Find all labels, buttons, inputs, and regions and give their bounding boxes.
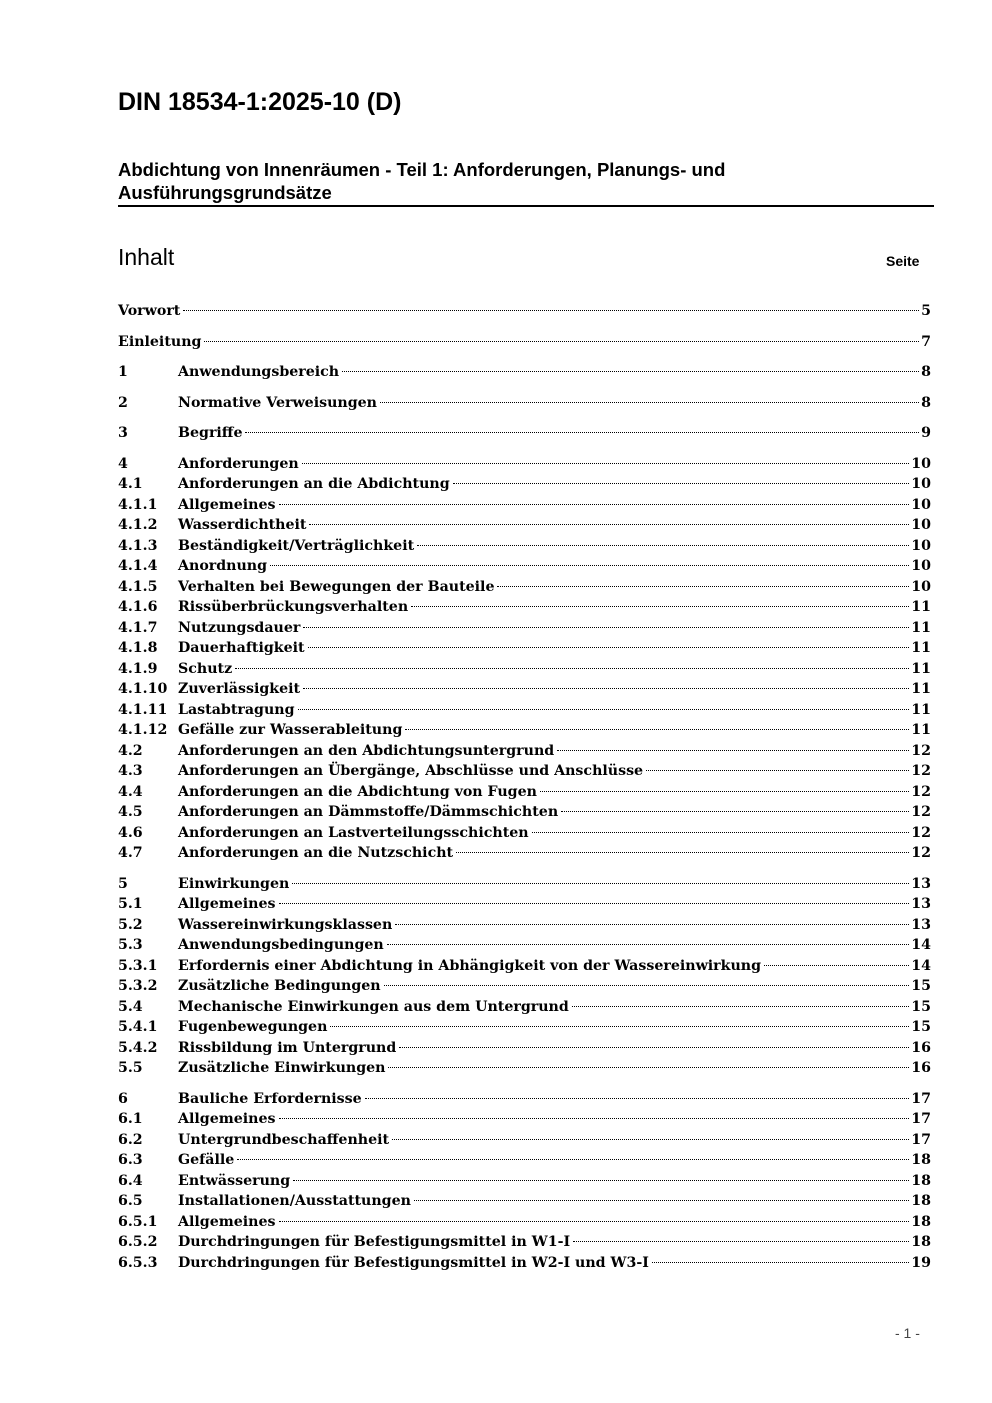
toc-entry-number: 6.4 <box>118 1172 143 1189</box>
toc-entry-number: 4.1.8 <box>118 640 158 656</box>
toc-entry-title: Wasserdichtheit <box>178 517 307 533</box>
toc-entry-page: 11 <box>911 660 931 677</box>
toc-entry-page: 11 <box>911 619 931 636</box>
toc-dot-leader <box>392 1139 909 1140</box>
toc-dot-leader <box>245 432 919 433</box>
toc-entry-number: 5.2 <box>118 916 143 933</box>
toc-entry-number: 5.1 <box>118 896 143 912</box>
toc-entry[interactable] <box>118 874 931 895</box>
toc-entry-number: 4.1.12 <box>118 722 168 738</box>
toc-entry-number: 3 <box>118 425 128 441</box>
toc-entry[interactable] <box>118 362 931 383</box>
toc-entry-page: 10 <box>911 517 931 533</box>
toc-entry-page: 15 <box>911 1019 931 1035</box>
toc-dot-leader <box>414 1200 909 1201</box>
toc-entry-title: Untergrundbeschaffenheit <box>178 1131 390 1148</box>
toc-entry-page: 11 <box>911 722 931 738</box>
toc-entry[interactable] <box>118 495 931 516</box>
toc-entry-page: 10 <box>911 496 931 513</box>
toc-entry-title: Allgemeines <box>178 496 276 513</box>
toc-dot-leader <box>399 1047 909 1048</box>
toc-entry-title: Anforderungen an den Abdichtungsuntergrund <box>178 742 555 759</box>
toc-entry-page: 14 <box>911 937 931 953</box>
toc-dot-leader <box>298 709 910 710</box>
toc-entry-page: 19 <box>911 1254 931 1271</box>
toc-entry-number: 6 <box>118 1090 128 1107</box>
toc-entry-page: 18 <box>911 1172 931 1189</box>
toc-entry-page: 15 <box>911 998 931 1015</box>
toc-entry-page: 13 <box>911 916 931 933</box>
toc-entry-page: 7 <box>921 333 931 350</box>
toc-entry-title: Erfordernis einer Abdichtung in Abhängigkeit von der Wassereinwirkung <box>178 957 762 974</box>
toc-entry-page: 17 <box>911 1111 931 1127</box>
toc-entry[interactable] <box>118 1130 931 1151</box>
toc-entry-page: 10 <box>911 476 931 492</box>
toc-entry-page: 9 <box>921 425 931 441</box>
toc-entry-title: Zusätzliche Einwirkungen <box>178 1060 386 1076</box>
toc-entry-title: Fugenbewegungen <box>178 1019 328 1035</box>
toc-entry-number: 4.5 <box>118 804 143 820</box>
toc-entry[interactable] <box>118 638 931 659</box>
toc-entry[interactable] <box>118 761 931 782</box>
toc-entry[interactable] <box>118 423 931 444</box>
toc-entry-number: 6.5 <box>118 1193 143 1209</box>
toc-entry-page: 11 <box>911 681 931 697</box>
toc-entry-number: 5.3.1 <box>118 957 158 974</box>
toc-entry-page: 12 <box>911 783 931 800</box>
toc-dot-leader <box>497 586 909 587</box>
toc-entry-number: 6.2 <box>118 1131 143 1148</box>
toc-entry-title: Anforderungen <box>178 455 299 472</box>
toc-entry-page: 16 <box>911 1039 931 1056</box>
toc-entry-page: 18 <box>911 1213 931 1230</box>
toc-entry-title: Schutz <box>178 660 233 677</box>
toc-entry-title: Anwendungsbereich <box>178 364 340 380</box>
toc-entry-page: 14 <box>911 957 931 974</box>
toc-entry-number: 6.1 <box>118 1111 143 1127</box>
toc-heading: Inhalt <box>118 244 175 270</box>
toc-entry-title: Wassereinwirkungsklassen <box>178 916 393 933</box>
toc-entry[interactable] <box>118 782 931 803</box>
toc-entry-number: 4.2 <box>118 742 143 759</box>
toc-entry-title: Dauerhaftigkeit <box>178 640 305 656</box>
toc-entry[interactable] <box>118 1212 931 1233</box>
toc-entry-page: 10 <box>911 578 931 595</box>
toc-entry[interactable] <box>118 618 931 639</box>
toc-entry-title: Allgemeines <box>178 896 276 912</box>
toc-entry-title: Einleitung <box>118 333 202 350</box>
toc-dot-leader <box>411 606 909 607</box>
toc-entry-page: 18 <box>911 1234 931 1250</box>
toc-dot-leader <box>573 1241 909 1242</box>
toc-entry-title: Gefälle zur Wasserableitung <box>178 722 403 738</box>
toc-entry-number: 4.1.11 <box>118 701 168 718</box>
toc-entry-title: Durchdringungen für Befestigungsmittel in W2-I und W3-I <box>178 1254 649 1271</box>
toc-entry-title: Normative Verweisungen <box>178 394 377 411</box>
toc-dot-leader <box>557 750 909 751</box>
toc-entry[interactable] <box>118 976 931 997</box>
toc-dot-leader <box>279 504 910 505</box>
toc-entry-number: 4.1.9 <box>118 660 158 677</box>
toc-entry[interactable] <box>118 802 931 823</box>
toc-entry[interactable] <box>118 454 931 475</box>
toc-entry-title: Anforderungen an die Nutzschicht <box>178 845 454 861</box>
toc-entry-title: Rissüberbrückungsverhalten <box>178 599 409 615</box>
toc-entry-number: 4.1.4 <box>118 558 158 574</box>
toc-entry-title: Entwässerung <box>178 1172 291 1189</box>
toc-entry[interactable] <box>118 577 931 598</box>
toc-entry[interactable] <box>118 700 931 721</box>
toc-entry-number: 5.4.1 <box>118 1019 158 1035</box>
toc-entry[interactable] <box>118 1171 931 1192</box>
toc-dot-leader <box>387 944 910 945</box>
toc-dot-leader <box>561 811 909 812</box>
toc-entry-page: 10 <box>911 537 931 554</box>
toc-entry-number: 4.1.7 <box>118 619 158 636</box>
toc-entry-number: 4.1.1 <box>118 496 158 513</box>
toc-dot-leader <box>532 832 910 833</box>
toc-entry-page: 11 <box>911 599 931 615</box>
toc-dot-leader <box>417 545 909 546</box>
toc-entry-title: Anforderungen an Dämmstoffe/Dämmschichten <box>178 804 559 820</box>
toc-entry-page: 13 <box>911 875 931 892</box>
toc-entry-title: Rissbildung im Untergrund <box>178 1039 397 1056</box>
title-divider <box>118 205 934 207</box>
toc-entry-title: Gefälle <box>178 1152 235 1168</box>
toc-entry-title: Durchdringungen für Befestigungsmittel in W1-I <box>178 1234 571 1250</box>
toc-entry[interactable] <box>118 1017 931 1038</box>
toc-entry-title: Anordnung <box>178 558 268 574</box>
toc-entry[interactable] <box>118 515 931 536</box>
table-of-contents <box>118 301 931 1273</box>
toc-entry-number: 5.4 <box>118 998 143 1015</box>
toc-entry[interactable] <box>118 1089 931 1110</box>
toc-entry-number: 4.4 <box>118 783 143 800</box>
toc-dot-leader <box>384 985 910 986</box>
toc-entry-page: 15 <box>911 978 931 994</box>
toc-entry-page: 12 <box>911 824 931 841</box>
toc-entry-page: 17 <box>911 1090 931 1107</box>
toc-entry-title: Zuverlässigkeit <box>178 681 301 697</box>
toc-entry-number: 5 <box>118 875 128 892</box>
toc-entry-title: Allgemeines <box>178 1213 276 1230</box>
toc-entry-number: 6.5.3 <box>118 1254 158 1271</box>
toc-entry-number: 1 <box>118 364 128 380</box>
toc-dot-leader <box>330 1026 909 1027</box>
toc-entry[interactable] <box>118 956 931 977</box>
toc-entry-page: 18 <box>911 1193 931 1209</box>
toc-dot-leader <box>453 483 910 484</box>
toc-dot-leader <box>293 1180 909 1181</box>
toc-entry-number: 6.5.2 <box>118 1234 158 1250</box>
toc-dot-leader <box>270 565 909 566</box>
page-number: - 1 - <box>895 1325 920 1341</box>
toc-entry[interactable] <box>118 915 931 936</box>
toc-entry[interactable] <box>118 679 931 700</box>
document-id: DIN 18534-1:2025-10 (D) <box>118 88 402 116</box>
toc-entry-page: 12 <box>911 804 931 820</box>
toc-entry-page: 18 <box>911 1152 931 1168</box>
toc-dot-leader <box>204 341 919 342</box>
toc-dot-leader <box>183 310 919 311</box>
toc-dot-leader <box>456 852 909 853</box>
toc-entry-number: 4.6 <box>118 824 143 841</box>
toc-entry-title: Beständigkeit/Verträglichkeit <box>178 537 415 554</box>
toc-entry-number: 5.3 <box>118 937 143 953</box>
toc-entry[interactable] <box>118 1109 931 1130</box>
toc-entry[interactable] <box>118 393 931 414</box>
toc-entry-title: Anforderungen an Lastverteilungsschichten <box>178 824 529 841</box>
toc-entry[interactable] <box>118 556 931 577</box>
toc-entry-title: Lastabtragung <box>178 701 295 718</box>
toc-entry[interactable] <box>118 597 931 618</box>
toc-entry[interactable] <box>118 659 931 680</box>
toc-entry[interactable] <box>118 1232 931 1253</box>
toc-entry-number: 5.5 <box>118 1060 143 1076</box>
toc-entry-page: 17 <box>911 1131 931 1148</box>
toc-entry-page: 5 <box>921 303 931 319</box>
toc-entry[interactable] <box>118 1058 931 1079</box>
toc-entry-page: 10 <box>911 455 931 472</box>
toc-entry[interactable] <box>118 536 931 557</box>
toc-dot-leader <box>405 729 909 730</box>
toc-entry-number: 6.3 <box>118 1152 143 1168</box>
toc-entry[interactable] <box>118 1038 931 1059</box>
toc-dot-leader <box>303 627 909 628</box>
toc-entry-number: 4.1.10 <box>118 681 168 697</box>
toc-dot-leader <box>652 1262 909 1263</box>
toc-entry-number: 4.1.2 <box>118 517 158 533</box>
toc-entry-title: Anforderungen an die Abdichtung von Fugen <box>178 783 537 800</box>
document-subtitle: Abdichtung von Innenräumen - Teil 1: Anforderungen, Planungs- und Ausführungsgrundsätze <box>118 159 726 203</box>
toc-entry-title: Vorwort <box>118 303 181 319</box>
toc-entry-page: 16 <box>911 1060 931 1076</box>
toc-entry-number: 4.7 <box>118 845 143 861</box>
toc-dot-leader <box>308 647 910 648</box>
toc-entry-page: 10 <box>911 558 931 574</box>
toc-dot-leader <box>764 965 909 966</box>
toc-dot-leader <box>646 770 909 771</box>
toc-entry-number: 4.1.6 <box>118 599 158 615</box>
toc-entry-page: 12 <box>911 742 931 759</box>
toc-entry[interactable] <box>118 997 931 1018</box>
toc-entry[interactable] <box>118 823 931 844</box>
toc-entry-page: 8 <box>921 364 931 380</box>
toc-dot-leader <box>279 903 910 904</box>
toc-entry-number: 5.4.2 <box>118 1039 158 1056</box>
toc-entry[interactable] <box>118 474 931 495</box>
toc-entry[interactable] <box>118 301 931 322</box>
toc-entry-title: Bauliche Erfordernisse <box>178 1090 362 1107</box>
toc-entry-number: 4.1.3 <box>118 537 158 554</box>
toc-entry-number: 4.3 <box>118 763 143 779</box>
toc-entry-number: 4.1 <box>118 476 143 492</box>
toc-entry-page: 12 <box>911 763 931 779</box>
toc-dot-leader <box>303 688 909 689</box>
toc-dot-leader <box>342 371 919 372</box>
toc-dot-leader <box>292 883 909 884</box>
toc-entry-page: 12 <box>911 845 931 861</box>
toc-entry[interactable] <box>118 1150 931 1171</box>
toc-dot-leader <box>235 668 909 669</box>
toc-entry-page: 13 <box>911 896 931 912</box>
toc-entry-title: Verhalten bei Bewegungen der Bauteile <box>178 578 495 595</box>
toc-entry-number: 6.5.1 <box>118 1213 158 1230</box>
toc-entry[interactable] <box>118 843 931 864</box>
toc-entry[interactable] <box>118 894 931 915</box>
toc-dot-leader <box>572 1006 909 1007</box>
toc-dot-leader <box>309 524 909 525</box>
toc-dot-leader <box>279 1118 910 1119</box>
toc-entry-title: Anwendungsbedingungen <box>178 937 384 953</box>
toc-entry-title: Anforderungen an Übergänge, Abschlüsse und Anschlüsse <box>178 763 644 779</box>
toc-entry-page: 8 <box>921 394 931 411</box>
toc-entry[interactable] <box>118 1191 931 1212</box>
toc-dot-leader <box>395 924 909 925</box>
toc-entry-number: 2 <box>118 394 128 411</box>
toc-entry-title: Anforderungen an die Abdichtung <box>178 476 450 492</box>
toc-dot-leader <box>237 1159 909 1160</box>
toc-entry[interactable] <box>118 1253 931 1274</box>
toc-entry[interactable] <box>118 332 931 353</box>
toc-dot-leader <box>302 463 910 464</box>
toc-dot-leader <box>365 1098 910 1099</box>
toc-entry-page: 11 <box>911 701 931 718</box>
toc-entry[interactable] <box>118 935 931 956</box>
toc-entry-number: 5.3.2 <box>118 978 158 994</box>
toc-entry-title: Mechanische Einwirkungen aus dem Untergrund <box>178 998 569 1015</box>
toc-entry-title: Einwirkungen <box>178 875 290 892</box>
toc-dot-leader <box>540 791 909 792</box>
page-column-label: Seite <box>886 253 920 269</box>
toc-entry[interactable] <box>118 720 931 741</box>
toc-entry-page: 11 <box>911 640 931 656</box>
toc-entry-title: Begriffe <box>178 425 243 441</box>
toc-dot-leader <box>279 1221 910 1222</box>
toc-dot-leader <box>380 402 919 403</box>
toc-entry[interactable] <box>118 741 931 762</box>
toc-entry-title: Nutzungsdauer <box>178 619 301 636</box>
toc-dot-leader <box>388 1067 909 1068</box>
toc-entry-number: 4.1.5 <box>118 578 158 595</box>
toc-entry-title: Allgemeines <box>178 1111 276 1127</box>
toc-entry-number: 4 <box>118 455 128 472</box>
toc-entry-title: Installationen/Ausstattungen <box>178 1193 411 1209</box>
toc-entry-title: Zusätzliche Bedingungen <box>178 978 381 994</box>
